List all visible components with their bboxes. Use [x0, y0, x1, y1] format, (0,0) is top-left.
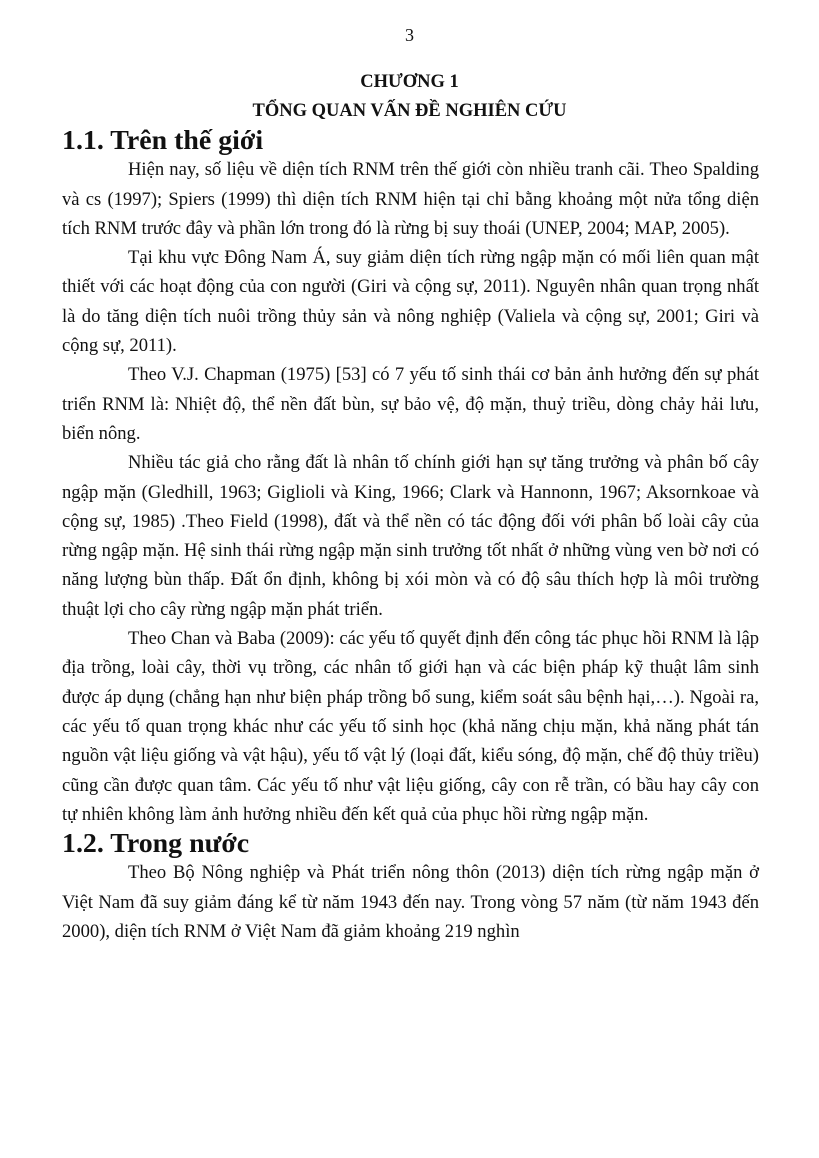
paragraph: Theo V.J. Chapman (1975) [53] có 7 yếu tố sinh thái cơ bản ảnh hưởng đến sự phát triển RNM là: Nhiệt độ, thể nền đất bùn, sự bảo vệ, độ mặn, thuỷ triều, dòng chảy hải lưu, biển nông.: [62, 364, 759, 444]
page-number: 3: [405, 25, 414, 45]
document-body: [62, 126, 759, 946]
chapter-title: TỔNG QUAN VẤN ĐỀ NGHIÊN CỨU: [252, 101, 567, 121]
section-heading-domestic: 1.2. Trong nước: [62, 828, 250, 860]
paragraph: Tại khu vực Đông Nam Á, suy giảm diện tích rừng ngập mặn có mối liên quan mật thiết với các hoạt động của con người (Giri và cộng sự, 2011). Nguyên nhân quan trọng nhất là do tăng diện tích nuôi trồng thủy sản và nông nghiệp (Valiela và cộng sự, 2001; Giri và cộng sự, 2011).: [62, 247, 759, 357]
chapter-number: CHƯƠNG 1: [360, 72, 459, 92]
paragraph: Theo Chan và Baba (2009): các yếu tố quyết định đến công tác phục hồi RNM là lập địa trồng, loài cây, thời vụ trồng, các nhân tố giới hạn và các biện pháp kỹ thuật lâm sinh được áp dụng (chẳng hạn như biện pháp trồng bổ sung, kiểm soát sâu bệnh hại,…). Ngoài ra, các yếu tố quan trọng khác như các yếu tố sinh học (khả năng chịu mặn, khả năng phát tán nguồn vật liệu giống và vật hậu), yếu tố vật lý (loại đất, kiểu sóng, độ mặn, chế độ thủy triều) cũng cần được quan tâm. Các yếu tố như vật liệu giống, cây con rễ trần, có bầu hay cây con tự nhiên không làm ảnh hưởng nhiều đến kết quả của phục hồi rừng ngập mặn.: [62, 628, 759, 825]
paragraph: Nhiều tác giả cho rằng đất là nhân tố chính giới hạn sự tăng trưởng và phân bố cây ngập mặn (Gledhill, 1963; Giglioli và King, 1966; Clark và Hannonn, 1967; Aksornkoae và cộng sự, 1985) .Theo Field (1998), đất và thể nền có tác động đối với phân bố loài cây của rừng ngập mặn. Hệ sinh thái rừng ngập mặn sinh trưởng tốt nhất ở những vùng ven bờ nơi có năng lượng bùn thấp. Đất ổn định, không bị xói mòn và có độ sâu thích hợp là môi trường thuật lợi cho cây rừng ngập mặn phát triển.: [62, 452, 759, 620]
paragraph: Hiện nay, số liệu về diện tích RNM trên thế giới còn nhiều tranh cãi. Theo Spalding và cs (1997); Spiers (1999) thì diện tích RNM hiện tại chỉ bằng khoảng một nửa tổng diện tích RNM trước đây và phần lớn trong đó là rừng bị suy thoái (UNEP, 2004; MAP, 2005).: [62, 159, 759, 239]
section-heading-world: 1.1. Trên thế giới: [62, 125, 264, 156]
paragraph: Theo Bộ Nông nghiệp và Phát triển nông thôn (2013) diện tích rừng ngập mặn ở Việt Nam đã suy giảm đáng kể từ năm 1943 đến nay. Trong vòng 57 năm (từ năm 1943 đến 2000), diện tích RNM ở Việt Nam đã giảm khoảng 219 nghìn: [62, 862, 759, 943]
